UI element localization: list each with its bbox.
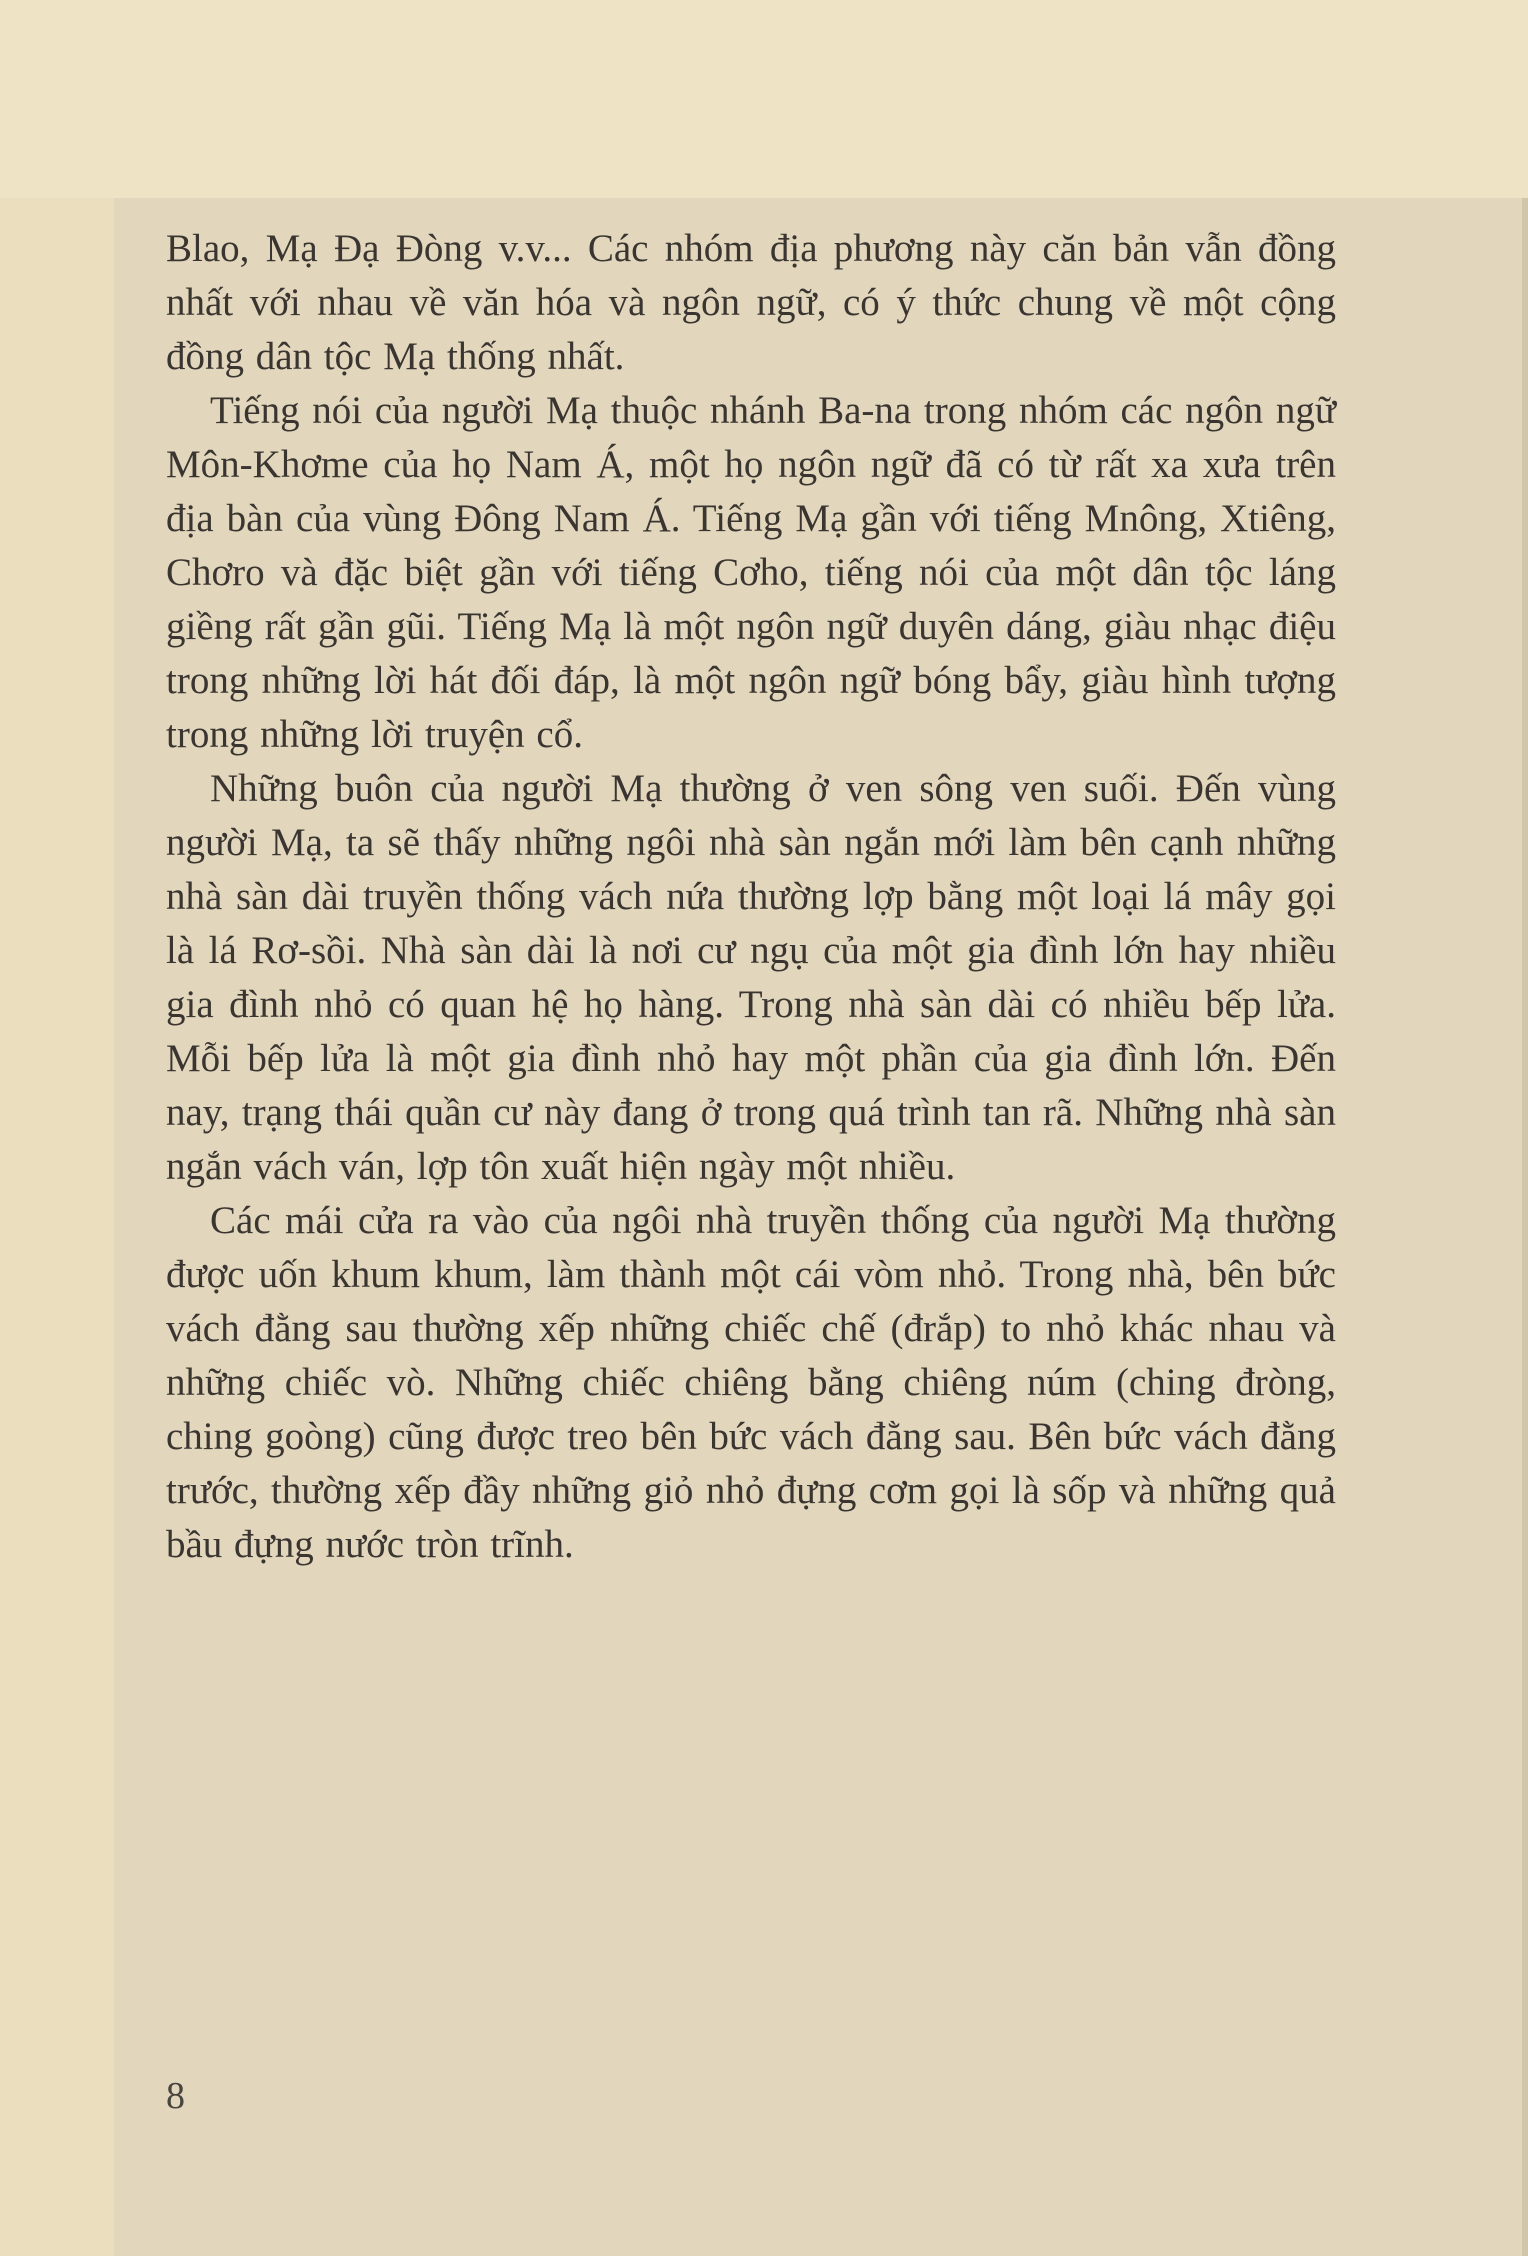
page-edge-shadow [1522, 198, 1528, 2256]
paragraph-2: Tiếng nói của người Mạ thuộc nhánh Ba-na trong nhóm các ngôn ngữ Môn-Khơme của họ Nam Á, một họ ngôn ngữ đã có từ rất xa xưa trên địa bàn của vùng Đông Nam Á. Tiếng Mạ gần với tiếng Mnông, Xtiêng, Chơro và đặc biệt gần với tiếng Cơho, tiếng nói của một dân tộc láng giềng rất gần gũi. Tiếng Mạ là một ngôn ngữ duyên dáng, giàu nhạc điệu trong những lời hát đối đáp, là một ngôn ngữ bóng bẩy, giàu hình tượng trong những lời truyện cổ. [166, 389, 1336, 756]
scan-background-top [0, 0, 1528, 198]
paragraph-4: Các mái cửa ra vào của ngôi nhà truyền thống của người Mạ thường được uốn khum khum, làm thành một cái vòm nhỏ. Trong nhà, bên bức vách đằng sau thường xếp những chiếc chế (đrắp) to nhỏ khác nhau và những chiếc vò. Những chiếc chiêng bằng chiêng núm (ching đròng, ching goòng) cũng được treo bên bức vách đằng sau. Bên bức vách đằng trước, thường xếp đầy những giỏ nhỏ đựng cơm gọi là sốp và những quả bầu đựng nước tròn trĩnh. [166, 1199, 1336, 1566]
body-text [166, 222, 1336, 1572]
paragraph-1: Blao, Mạ Đạ Đòng v.v... Các nhóm địa phương này căn bản vẫn đồng nhất với nhau về văn hóa và ngôn ngữ, có ý thức chung về một cộng đồng dân tộc Mạ thống nhất. [166, 227, 1336, 378]
paragraph-3: Những buôn của người Mạ thường ở ven sông ven suối. Đến vùng người Mạ, ta sẽ thấy những ngôi nhà sàn ngắn mới làm bên cạnh những nhà sàn dài truyền thống vách nứa thường lợp bằng một loại lá mây gọi là lá Rơ-sồi. Nhà sàn dài là nơi cư ngụ của một gia đình lớn hay nhiều gia đình nhỏ có quan hệ họ hàng. Trong nhà sàn dài có nhiều bếp lửa. Mỗi bếp lửa là một gia đình nhỏ hay một phần của gia đình lớn. Đến nay, trạng thái quần cư này đang ở trong quá trình tan rã. Những nhà sàn ngắn vách ván, lợp tôn xuất hiện ngày một nhiều. [166, 767, 1336, 1188]
page-number: 8 [166, 2075, 185, 2117]
scan-background-left [0, 198, 114, 2256]
